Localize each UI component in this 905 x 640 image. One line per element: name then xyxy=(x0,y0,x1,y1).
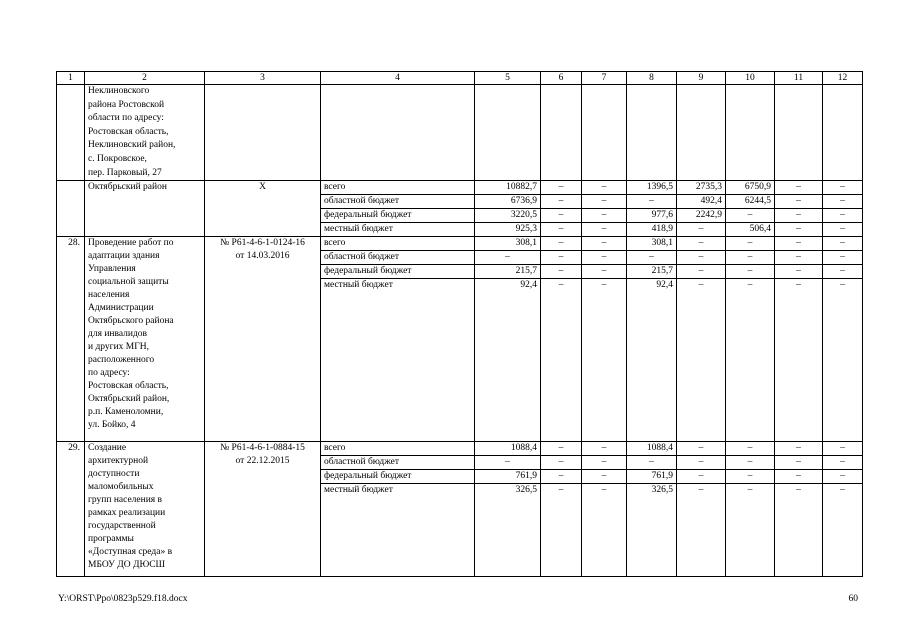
value-cell: – xyxy=(541,456,582,470)
value-cell: 925,3 xyxy=(475,223,541,237)
value-cell: – xyxy=(541,279,582,442)
value-cell: 1088,4 xyxy=(475,442,541,456)
value-cell: 1396,5 xyxy=(627,181,677,195)
value-cell: 1088,4 xyxy=(627,442,677,456)
value-cell: – xyxy=(475,251,541,265)
value-cell: – xyxy=(541,223,582,237)
district-name-cell: Октябрьский район xyxy=(85,181,205,237)
value-cell: 215,7 xyxy=(475,265,541,279)
value-cell: 6244,5 xyxy=(726,195,775,209)
value-cell: – xyxy=(775,181,823,195)
value-cell: – xyxy=(823,181,863,195)
value-cell xyxy=(541,85,582,181)
document-cell: Х xyxy=(205,181,321,237)
value-cell xyxy=(582,85,627,181)
value-cell: – xyxy=(677,265,726,279)
col-header: 10 xyxy=(726,72,775,85)
value-cell: – xyxy=(677,456,726,470)
col-header: 6 xyxy=(541,72,582,85)
value-cell: – xyxy=(823,251,863,265)
value-cell: 6750,9 xyxy=(726,181,775,195)
value-cell: – xyxy=(775,251,823,265)
object-name-cell: Неклиновского района Ростовской области по адресу: Ростовская область, Неклиновский район, с. Покровское, пер. Парковый, 27 xyxy=(85,85,205,181)
document-cell: № Р61-4-6-1-0124-16 от 14.03.2016 xyxy=(205,237,321,442)
funding-source-cell: областной бюджет xyxy=(321,251,475,265)
value-cell: – xyxy=(823,470,863,484)
value-cell: – xyxy=(541,442,582,456)
funding-source-cell: местный бюджет xyxy=(321,484,475,577)
col-header: 1 xyxy=(57,72,85,85)
value-cell: – xyxy=(775,223,823,237)
value-cell: 326,5 xyxy=(627,484,677,577)
row-number-cell xyxy=(57,181,85,237)
value-cell: – xyxy=(775,209,823,223)
value-cell: – xyxy=(775,265,823,279)
value-cell xyxy=(677,85,726,181)
value-cell: – xyxy=(775,470,823,484)
row-number-cell xyxy=(57,85,85,181)
value-cell: – xyxy=(677,442,726,456)
funding-source-cell: всего xyxy=(321,442,475,456)
table-row xyxy=(57,237,863,251)
funding-source-cell: областной бюджет xyxy=(321,456,475,470)
value-cell: – xyxy=(582,442,627,456)
value-cell: – xyxy=(726,456,775,470)
value-cell: – xyxy=(541,209,582,223)
value-cell: – xyxy=(823,484,863,577)
col-header: 2 xyxy=(85,72,205,85)
value-cell: – xyxy=(541,265,582,279)
budget-table xyxy=(56,71,863,577)
value-cell: – xyxy=(582,456,627,470)
value-cell: – xyxy=(823,237,863,251)
col-header: 11 xyxy=(775,72,823,85)
value-cell: – xyxy=(582,181,627,195)
value-cell: 761,9 xyxy=(475,470,541,484)
document-cell xyxy=(205,85,321,181)
value-cell: 418,9 xyxy=(627,223,677,237)
value-cell: – xyxy=(726,209,775,223)
value-cell: – xyxy=(677,237,726,251)
value-cell: – xyxy=(823,223,863,237)
value-cell: – xyxy=(726,279,775,442)
column-number-row xyxy=(57,72,863,85)
value-cell: – xyxy=(726,265,775,279)
value-cell: 92,4 xyxy=(475,279,541,442)
value-cell: – xyxy=(677,223,726,237)
value-cell: – xyxy=(582,195,627,209)
table-row xyxy=(57,442,863,456)
value-cell: – xyxy=(677,279,726,442)
col-header: 7 xyxy=(582,72,627,85)
funding-source-cell: федеральный бюджет xyxy=(321,470,475,484)
page-number: 60 xyxy=(848,594,858,604)
value-cell: 977,6 xyxy=(627,209,677,223)
value-cell: – xyxy=(627,456,677,470)
col-header: 5 xyxy=(475,72,541,85)
value-cell: 2242,9 xyxy=(677,209,726,223)
value-cell: – xyxy=(541,470,582,484)
value-cell: – xyxy=(582,279,627,442)
value-cell: 92,4 xyxy=(627,279,677,442)
value-cell: 326,5 xyxy=(475,484,541,577)
value-cell: – xyxy=(823,456,863,470)
value-cell: – xyxy=(677,470,726,484)
value-cell: – xyxy=(775,484,823,577)
funding-source-cell: областной бюджет xyxy=(321,195,475,209)
value-cell: – xyxy=(582,237,627,251)
value-cell: – xyxy=(541,484,582,577)
value-cell: – xyxy=(677,251,726,265)
value-cell: – xyxy=(541,237,582,251)
row-number-cell: 28. xyxy=(57,237,85,442)
col-header: 12 xyxy=(823,72,863,85)
value-cell xyxy=(627,85,677,181)
value-cell: – xyxy=(823,209,863,223)
funding-source-cell: местный бюджет xyxy=(321,279,475,442)
col-header: 9 xyxy=(677,72,726,85)
value-cell: 10882,7 xyxy=(475,181,541,195)
col-header: 8 xyxy=(627,72,677,85)
value-cell: – xyxy=(726,442,775,456)
value-cell: 761,9 xyxy=(627,470,677,484)
object-name-cell: Создание архитектурной доступности маломобильных групп населения в рамках реализации государственной программы «Доступная среда» в МБОУ ДО ДЮСШ xyxy=(85,442,205,577)
value-cell: – xyxy=(823,442,863,456)
object-name-cell: Проведение работ по адаптации здания Управления социальной защиты населения Администрации Октябрьского района для инвалидов и других МГН, расположенного по адресу: Ростовская область, Октябрьский район, р.п. Каменоломни, ул. Бойко, 4 xyxy=(85,237,205,442)
value-cell: – xyxy=(775,237,823,251)
value-cell xyxy=(726,85,775,181)
file-path-footer: Y:\ORST\Ppo\0823p529.f18.docx xyxy=(58,594,188,604)
funding-source-cell: федеральный бюджет xyxy=(321,209,475,223)
value-cell: – xyxy=(775,279,823,442)
col-header: 3 xyxy=(205,72,321,85)
value-cell: 215,7 xyxy=(627,265,677,279)
value-cell: – xyxy=(627,195,677,209)
continuation-row xyxy=(57,85,863,181)
funding-source-cell: местный бюджет xyxy=(321,223,475,237)
value-cell: – xyxy=(627,251,677,265)
value-cell: – xyxy=(475,456,541,470)
document-cell: № Р61-4-6-1-0884-15 от 22.12.2015 xyxy=(205,442,321,577)
table-row xyxy=(57,181,863,195)
value-cell: 2735,3 xyxy=(677,181,726,195)
value-cell: 6736,9 xyxy=(475,195,541,209)
value-cell: 308,1 xyxy=(627,237,677,251)
value-cell: – xyxy=(582,251,627,265)
source-cell xyxy=(321,85,475,181)
value-cell xyxy=(775,85,823,181)
value-cell: – xyxy=(677,484,726,577)
value-cell: – xyxy=(541,195,582,209)
value-cell: – xyxy=(726,470,775,484)
value-cell: – xyxy=(582,265,627,279)
value-cell: 3220,5 xyxy=(475,209,541,223)
value-cell xyxy=(823,85,863,181)
value-cell: – xyxy=(582,470,627,484)
value-cell: – xyxy=(541,251,582,265)
value-cell: – xyxy=(582,209,627,223)
value-cell: 308,1 xyxy=(475,237,541,251)
value-cell: – xyxy=(775,456,823,470)
funding-source-cell: всего xyxy=(321,237,475,251)
col-header: 4 xyxy=(321,72,475,85)
value-cell: 506,4 xyxy=(726,223,775,237)
value-cell: – xyxy=(823,195,863,209)
value-cell: – xyxy=(541,181,582,195)
value-cell: – xyxy=(582,223,627,237)
value-cell: – xyxy=(823,265,863,279)
value-cell: – xyxy=(775,195,823,209)
funding-source-cell: федеральный бюджет xyxy=(321,265,475,279)
value-cell: – xyxy=(726,251,775,265)
funding-source-cell: всего xyxy=(321,181,475,195)
value-cell: 492,4 xyxy=(677,195,726,209)
value-cell: – xyxy=(775,442,823,456)
value-cell: – xyxy=(582,484,627,577)
value-cell: – xyxy=(823,279,863,442)
value-cell: – xyxy=(726,237,775,251)
value-cell xyxy=(475,85,541,181)
row-number-cell: 29. xyxy=(57,442,85,577)
value-cell: – xyxy=(726,484,775,577)
